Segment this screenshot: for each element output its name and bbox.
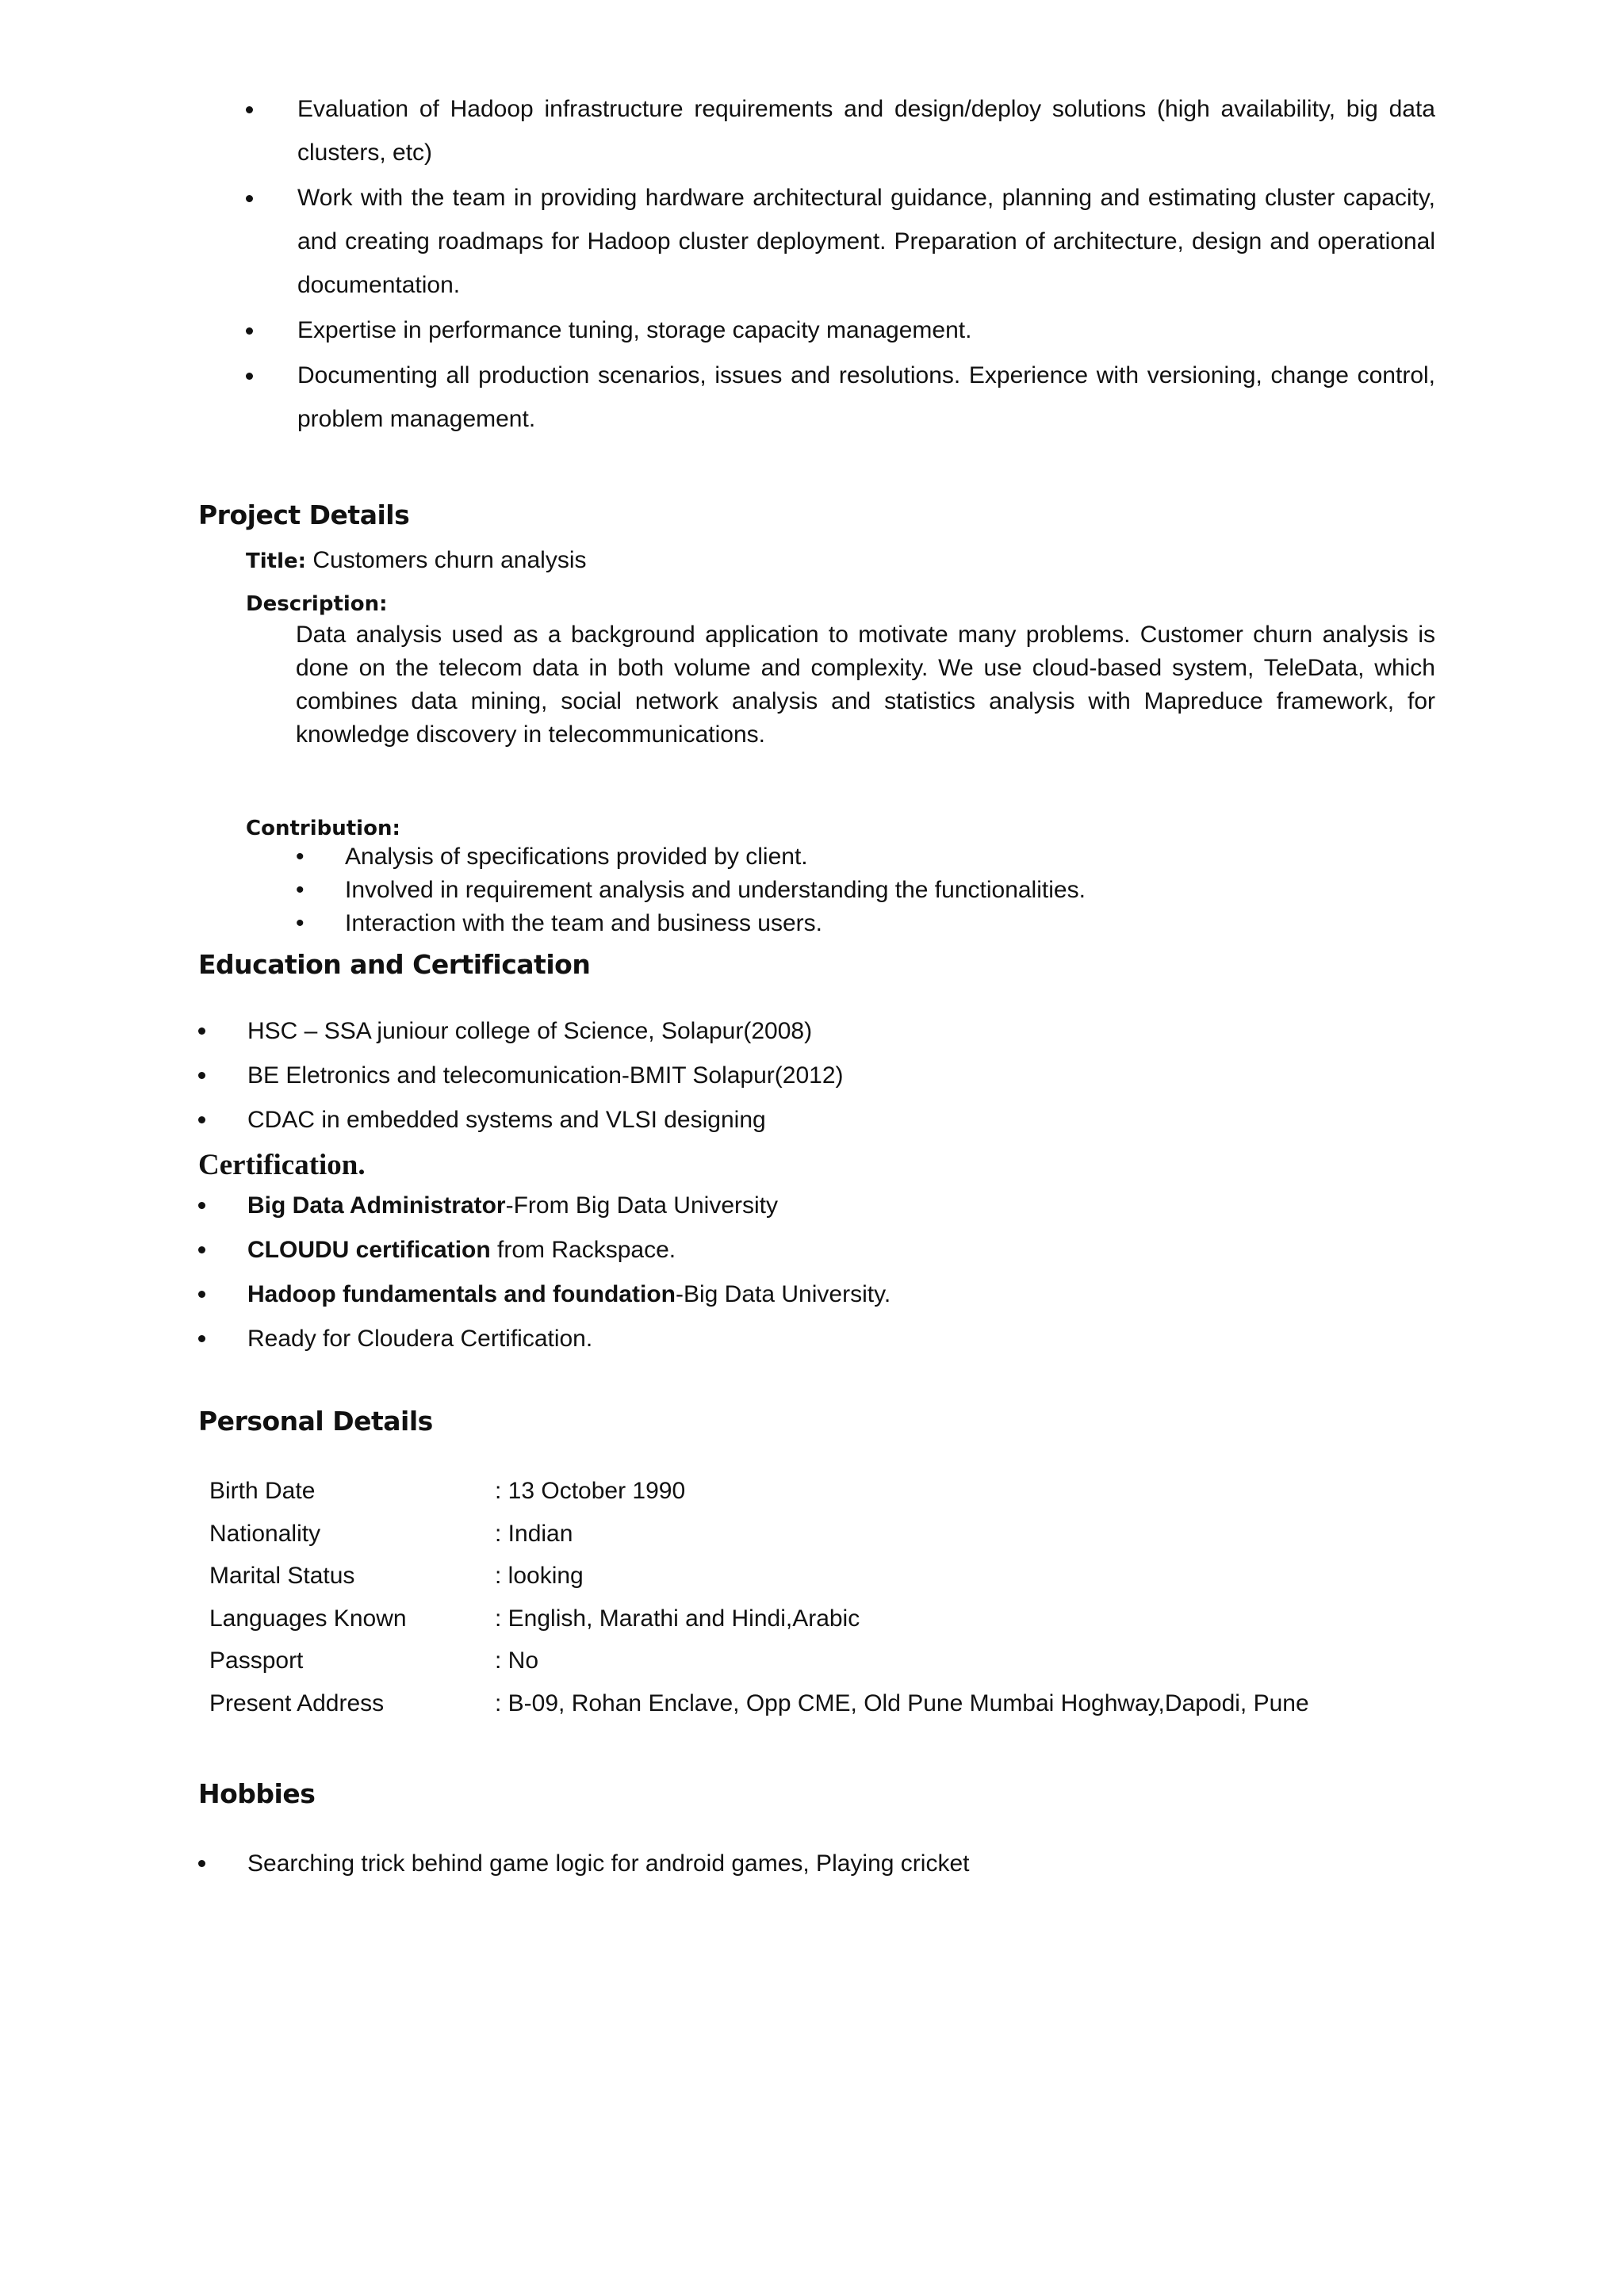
bullet-icon	[198, 1246, 205, 1253]
list-item: Work with the team in providing hardware architectural guidance, planning and estimating cluster capacity, and creating roadmaps for Hadoop cluster deployment. Preparation of architecture, design and operational documentation.	[246, 176, 1435, 307]
list-item: • Involved in requirement analysis and understanding the functionalities.	[296, 874, 1086, 907]
project-title	[246, 547, 587, 574]
table-row: Present Address : B-09, Rohan Enclave, Opp CME, Old Pune Mumbai Hoghway,Dapodi, Pune	[209, 1689, 1309, 1716]
list-item: CDAC in embedded systems and VLSI designing	[198, 1104, 844, 1148]
list-item: Searching trick behind game logic for android games, Playing cricket	[198, 1847, 969, 1881]
list-item: Expertise in performance tuning, storage capacity management.	[246, 308, 1435, 352]
responsibilities-list	[246, 87, 1435, 442]
bullet-icon	[198, 1860, 205, 1867]
table-row: Nationality : Indian	[209, 1520, 573, 1547]
certification-list	[198, 1189, 891, 1367]
contribution-label: Contribution:	[246, 817, 400, 840]
list-item: HSC – SSA juniour college of Science, Solapur(2008)	[198, 1015, 844, 1059]
certification-heading: Certification.	[198, 1149, 366, 1181]
project-title-value: Customers churn analysis	[312, 547, 587, 573]
table-row: Passport : No	[209, 1647, 539, 1674]
education-heading: Education and Certification	[198, 949, 591, 980]
table-row: Languages Known : English, Marathi and Hindi,Arabic	[209, 1605, 860, 1632]
bullet-icon	[198, 1291, 205, 1298]
bullet-icon	[198, 1335, 205, 1342]
list-item: • Analysis of specifications provided by client.	[296, 840, 1086, 874]
project-title-label: Title:	[246, 549, 307, 573]
education-list	[198, 1015, 844, 1148]
hobbies-heading: Hobbies	[198, 1778, 316, 1809]
list-item: • Interaction with the team and business users.	[296, 907, 1086, 940]
personal-details-heading: Personal Details	[198, 1406, 433, 1437]
project-details-heading: Project Details	[198, 499, 410, 530]
list-item: BE Eletronics and telecomunication-BMIT Solapur(2012)	[198, 1059, 844, 1104]
bullet-icon	[246, 373, 253, 380]
project-description: Data analysis used as a background application to motivate many problems. Customer churn analysis is done on the telecom data in both volume and complexity. We use cloud-based system, TeleData, which combines data mining, social network analysis and statistics analysis with Mapreduce framework, for knowledge discovery in telecommunications.	[296, 622, 1435, 748]
list-item: Big Data Administrator-From Big Data University	[198, 1189, 891, 1234]
list-item: Evaluation of Hadoop infrastructure requirements and design/deploy solutions (high availability, big data clusters, etc)	[246, 87, 1435, 174]
bullet-icon: •	[296, 844, 304, 870]
table-row: Birth Date : 13 October 1990	[209, 1478, 686, 1504]
description-label: Description:	[246, 592, 388, 616]
hobbies-list	[198, 1847, 969, 1881]
list-item: Documenting all production scenarios, issues and resolutions. Experience with versioning, change control, problem management.	[246, 354, 1435, 441]
table-row: Marital Status : looking	[209, 1563, 584, 1589]
bullet-icon	[246, 327, 253, 335]
list-item: CLOUDU certification from Rackspace.	[198, 1234, 891, 1278]
list-item: Hadoop fundamentals and foundation-Big Data University.	[198, 1278, 891, 1322]
bullet-icon	[246, 106, 253, 113]
list-item: Ready for Cloudera Certification.	[198, 1322, 891, 1367]
bullet-icon	[246, 195, 253, 202]
bullet-icon	[198, 1072, 205, 1079]
bullet-icon: •	[296, 910, 304, 936]
bullet-icon	[198, 1202, 205, 1209]
bullet-icon	[198, 1116, 205, 1123]
bullet-icon	[198, 1027, 205, 1035]
personal-details-table	[209, 1475, 1309, 1729]
contribution-list	[296, 840, 1086, 940]
bullet-icon: •	[296, 877, 304, 903]
